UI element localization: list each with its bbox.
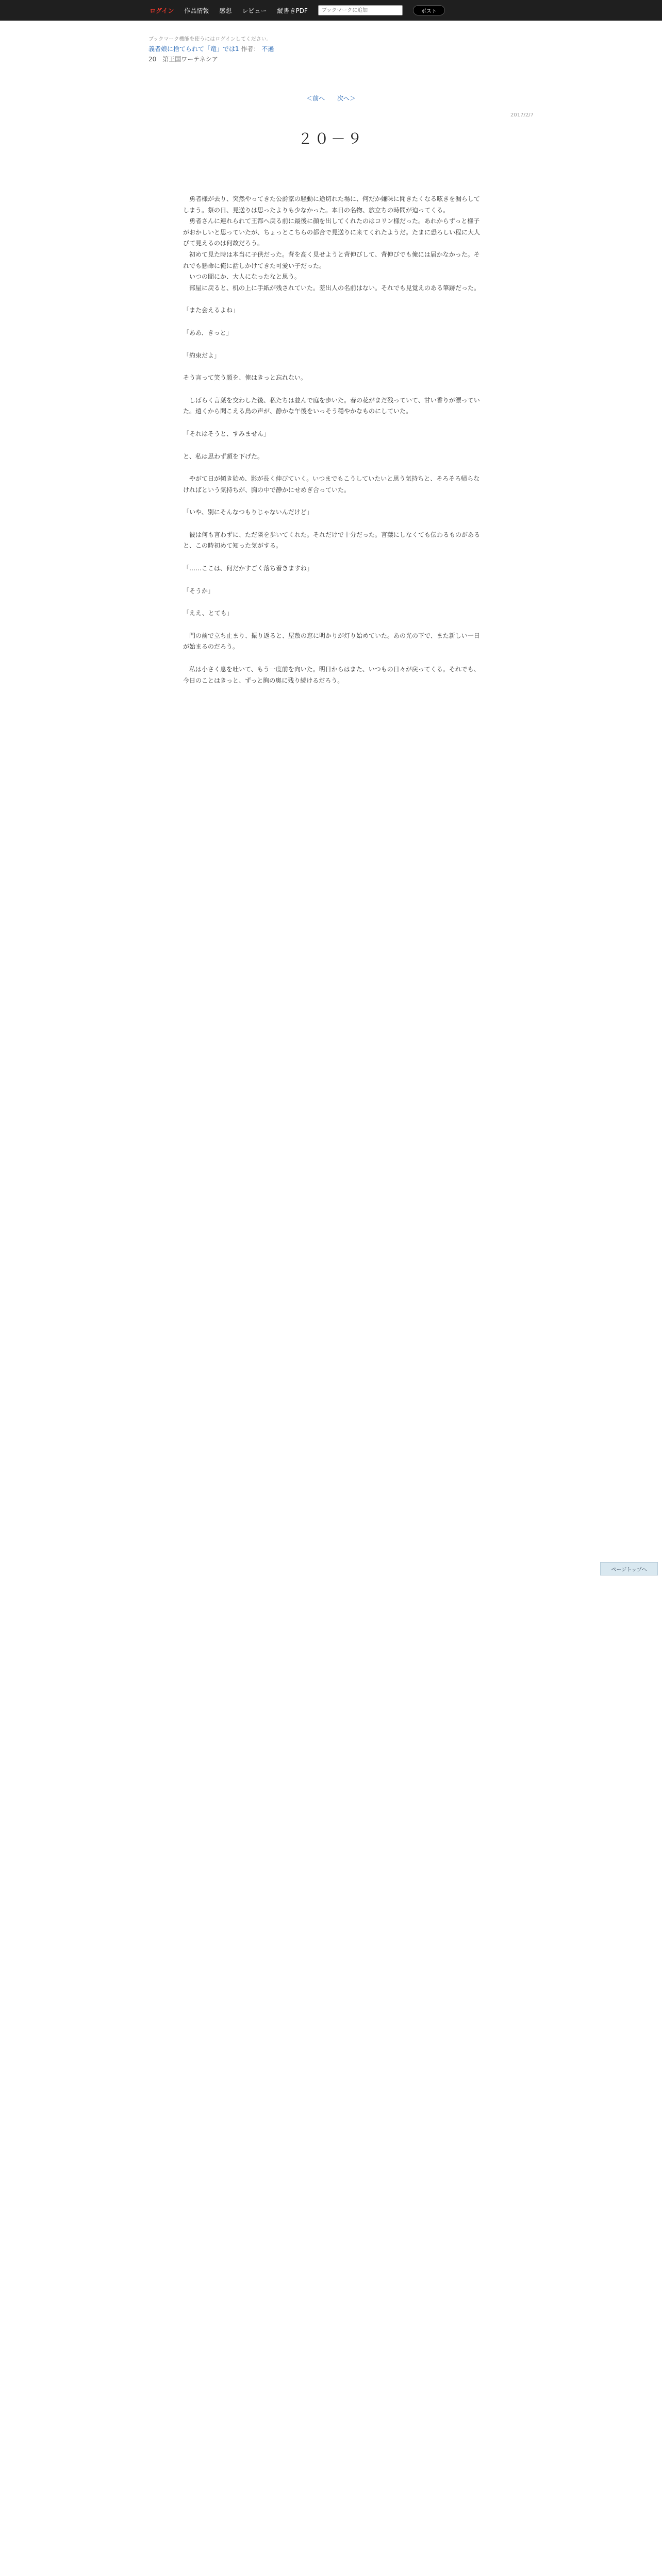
author-label: 作者：	[241, 45, 260, 53]
author-link[interactable]: 不遜	[261, 45, 274, 53]
story-paragraph: 彼は何も言わずに、ただ隣を歩いてくれた。それだけで十分だった。言葉にしなくても伝わるものがあると、この時初めて知った気がする。	[183, 531, 481, 550]
story-paragraph: いつの間にか、大人になったなと思う。	[189, 273, 301, 281]
bookmark-add-input[interactable]	[318, 5, 403, 15]
story-paragraph: 門の前で立ち止まり、振り返ると、屋敷の窓に明かりが灯り始めていた。あの光の下で、また新しい一日が始まるのだろう。	[183, 632, 480, 651]
dialogue-line: 「いや、別にそんなつもりじゃないんだけど」	[183, 509, 313, 516]
dialogue-line: 「ええ、とても」	[183, 609, 233, 617]
nav-reviews[interactable]: レビュー	[242, 7, 267, 14]
x-post-button[interactable]	[413, 5, 445, 15]
dialogue-line: 「それはそうと、すみません」	[183, 430, 270, 437]
dialogue-line: 「また会えるよね」	[183, 307, 239, 314]
dialogue-line: 「約束だよ」	[183, 351, 221, 359]
story-paragraph: 初めて見た時は本当に子供だった。背を高く見せようと背伸びして、背伸びでも俺には届かなかった。それでも懸命に俺に話しかけてきた可愛い子だった。	[183, 250, 480, 269]
series-link[interactable]: 義者娘に捨てられて「竜」では1	[148, 45, 239, 53]
dialogue-line: 「……ここは、何だかすごく落ち着きますね」	[183, 565, 313, 572]
breadcrumbs	[148, 35, 274, 65]
episode-breadcrumb: 20 第王国ワーテネシア	[148, 56, 218, 63]
top-bar	[0, 0, 662, 21]
prev-link[interactable]: ＜前へ	[306, 95, 325, 102]
story-paragraph: 勇者さんに連れられて王都へ戻る前に最後に顔を出してくれたのはコリン様だった。あれからずっと様子がおかしいと思っていたが、ちょっとこちらの都合で見送りに来てくれたようだ。たまに恐ろしい程に大人びて見えるのは何故だろう。	[183, 217, 481, 247]
login-link[interactable]: ログイン	[150, 7, 174, 14]
story-body	[183, 194, 482, 686]
next-link[interactable]: 次へ＞	[337, 95, 356, 102]
x-post-label: ポスト	[421, 8, 437, 14]
dialogue-line: 「そうか」	[183, 587, 214, 595]
dialogue-line: と、私は思わず頭を下げた。	[183, 452, 264, 460]
nav-vertical-pdf[interactable]: 縦書きPDF	[277, 7, 308, 14]
nav-comments[interactable]: 感想	[219, 7, 232, 14]
nav-work-info[interactable]: 作品情報	[184, 7, 209, 14]
episode-title: ２０－９	[297, 130, 364, 147]
story-paragraph: 部屋に戻ると、机の上に手紙が残されていた。差出人の名前はない。それでも見覚えのある筆跡だった。	[189, 284, 481, 292]
story-paragraph: 勇者様が去り、突然やってきた公爵家の騒動に途切れた場に、何だか嫌味に聞きたくなる呟きを漏らしてしまう。祭の日、見送りは思ったよりも少なかった。本日の名物、旅立ちの時間が迫ってくる。	[183, 195, 481, 214]
dialogue-line: そう言って笑う顔を、俺はきっと忘れない。	[183, 374, 307, 382]
story-paragraph: やがて日が傾き始め、影が長く伸びていく。いつまでもこうしていたいと思う気持ちと、そろそろ帰らなければという気持ちが、胸の中で静かにせめぎ合っていた。	[183, 475, 480, 494]
publish-date: 2017/2/7	[510, 112, 534, 118]
story-paragraph: 私は小さく息を吐いて、もう一度前を向いた。明日からはまた、いつもの日々が戻ってくる。それでも、今日のことはきっと、ずっと胸の奥に残り続けるだろう。	[183, 666, 480, 684]
page-top-button[interactable]	[600, 1562, 658, 1575]
bookmark-note: ブックマーク機能を使うにはログインしてください。	[148, 37, 272, 42]
top-pager	[0, 94, 662, 103]
page-top-label: ページトップへ	[611, 1567, 647, 1573]
story-paragraph: しばらく言葉を交わした後、私たちは並んで庭を歩いた。春の花がまだ残っていて、甘い香りが漂っていた。遠くから聞こえる鳥の声が、静かな午後をいっそう穏やかなものにしていた。	[183, 396, 480, 415]
dialogue-line: 「ああ、きっと」	[183, 329, 233, 336]
